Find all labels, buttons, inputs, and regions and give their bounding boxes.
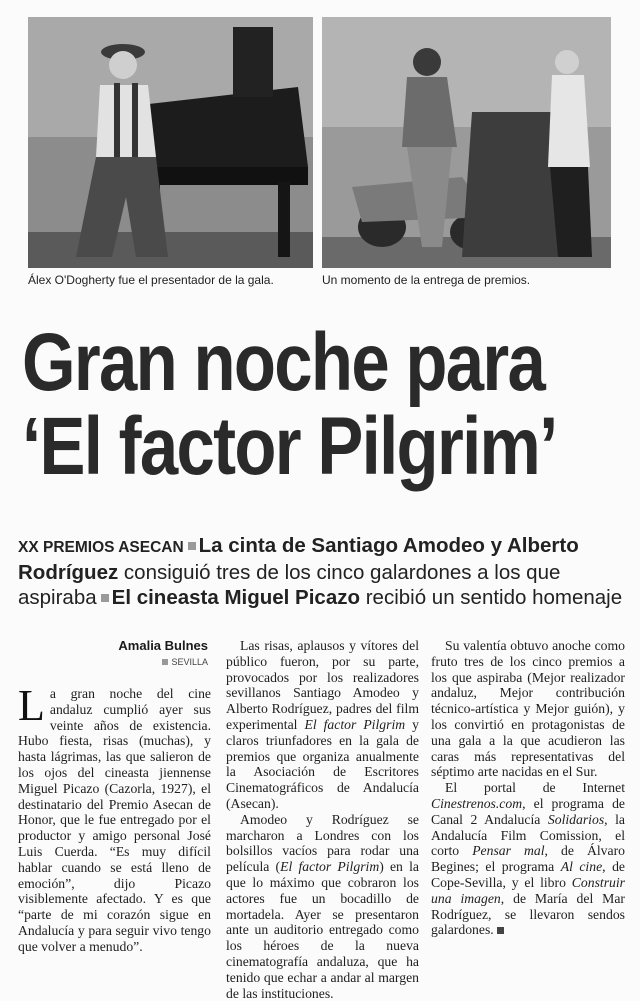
subhead-text-2: recibió un sentido homenaje — [365, 586, 623, 609]
article-column-2 — [226, 638, 419, 1001]
photo-awards — [322, 17, 611, 268]
photo-caption-awards: Un momento de la entrega de premios. — [322, 273, 531, 287]
subhead-section-label: XX PREMIOS ASECAN — [18, 539, 184, 556]
short-film-title: Pensar mal — [472, 843, 545, 859]
article-paragraph-3 — [226, 812, 419, 1001]
headline-line-1: Gran noche para — [22, 317, 545, 408]
article-column-3-content — [431, 638, 625, 938]
paragraph-text: Amodeo y Rodríguez se marcharon a Londres con los bolsillos vacíos para rodar una película ( — [226, 811, 419, 875]
paragraph-text: a gran noche del cine andaluz cumplió ayer sus veinte años de existencia. Hubo fiesta, risas (muchas), y hasta lágrimas, las que salieron de los ojos del cineasta jiennense Miguel Picazo (Cazorla, 1927), el destinatario del Premio Asecan de Honor, que le fue entregado por el productor y amigo personal José Luis Cuerda. “Es muy difícil hablar cuando se está lleno de emoción”, dijo Picazo visiblemente afectado. Y es que “parte de mi corazón sigue en Andalucía y para seguir vivo tengo que volver a menudo”. — [18, 686, 211, 954]
location-text: SEVILLA — [171, 657, 208, 667]
article-column-1 — [18, 681, 211, 955]
film-title: El factor Pilgrim — [304, 716, 406, 732]
drop-cap: L — [18, 681, 45, 730]
square-bullet-icon — [188, 542, 196, 550]
square-bullet-icon — [162, 659, 168, 665]
article-paragraph-1 — [18, 681, 211, 955]
film-title: El factor Pilgrim — [280, 859, 380, 875]
paragraph-text: El portal de Internet — [445, 780, 625, 796]
book-title: Construir una imagen — [431, 874, 625, 906]
end-of-article-icon — [497, 927, 504, 934]
subhead-text-1: consiguió tres de los cinco galardones a los que aspiraba — [18, 561, 561, 609]
article-paragraph-2 — [226, 638, 419, 812]
paragraph-text: , de Álvaro Begines; el programa — [431, 843, 625, 875]
headline-line-2: ‘El factor Pilgrim’ — [22, 401, 557, 492]
paragraph-text: y claros triunfadores en la gala de premios que organiza anualmente la Asociación de Escritores Cinematográficos de Andalucía (Asecan). — [226, 716, 420, 811]
paragraph-text: , la Andalucía Film Comission, el corto — [431, 811, 625, 859]
paragraph-text: Las risas, aplausos y vítores del público fueron, por su parte, provocados por los realizadores sevillanos Santiago Amodeo y Alberto Rodríguez, padres del film experimental — [226, 638, 419, 732]
program-title: Solidarios — [547, 811, 605, 827]
subhead-bold-1: La cinta de Santiago Amodeo y Alberto Rodríguez — [18, 534, 579, 584]
paragraph-text: , el programa de Canal 2 Andalucía — [431, 795, 625, 827]
paragraph-text: , de María del Mar Rodríguez, se llevaron sendos galardones. — [431, 890, 625, 938]
photo-presenter — [28, 17, 313, 268]
square-bullet-icon — [101, 594, 109, 602]
photo-caption-presenter: Álex O'Dogherty fue el presentador de la gala. — [28, 273, 274, 287]
paragraph-text: , de Cope-Sevilla, y el libro — [431, 859, 625, 890]
subheadline — [18, 533, 628, 610]
program-title: Al cine — [560, 859, 603, 875]
article-paragraph-4 — [431, 638, 625, 780]
paragraph-text: Su valentía obtuvo anoche como fruto tres de los cinco premios a los que aspiraba (Mejor realizador andaluz, Mejor contribución técnico-artística y Mejor guión), y los convirtió en protagonistas de una gala a la que acudieron las caras más representativas del séptimo arte nacidas en el Sur. — [431, 638, 625, 780]
website-name: Cinestrenos.com — [431, 795, 523, 811]
paragraph-text: ) en la que lo máximo que cobraron los actores fue un bocadillo de mortadela. Ayer se presentaron ante un auditorio entregado como los héroes de la nueva cinematografía andaluza, que ha tenido que echar a andar al margen de las instituciones. — [226, 859, 419, 1001]
article-paragraph-5 — [431, 780, 625, 938]
byline-author: Amalia Bulnes — [118, 638, 208, 653]
subhead-bold-2: El cineasta Miguel Picazo — [111, 586, 361, 609]
byline-location — [20, 657, 208, 667]
